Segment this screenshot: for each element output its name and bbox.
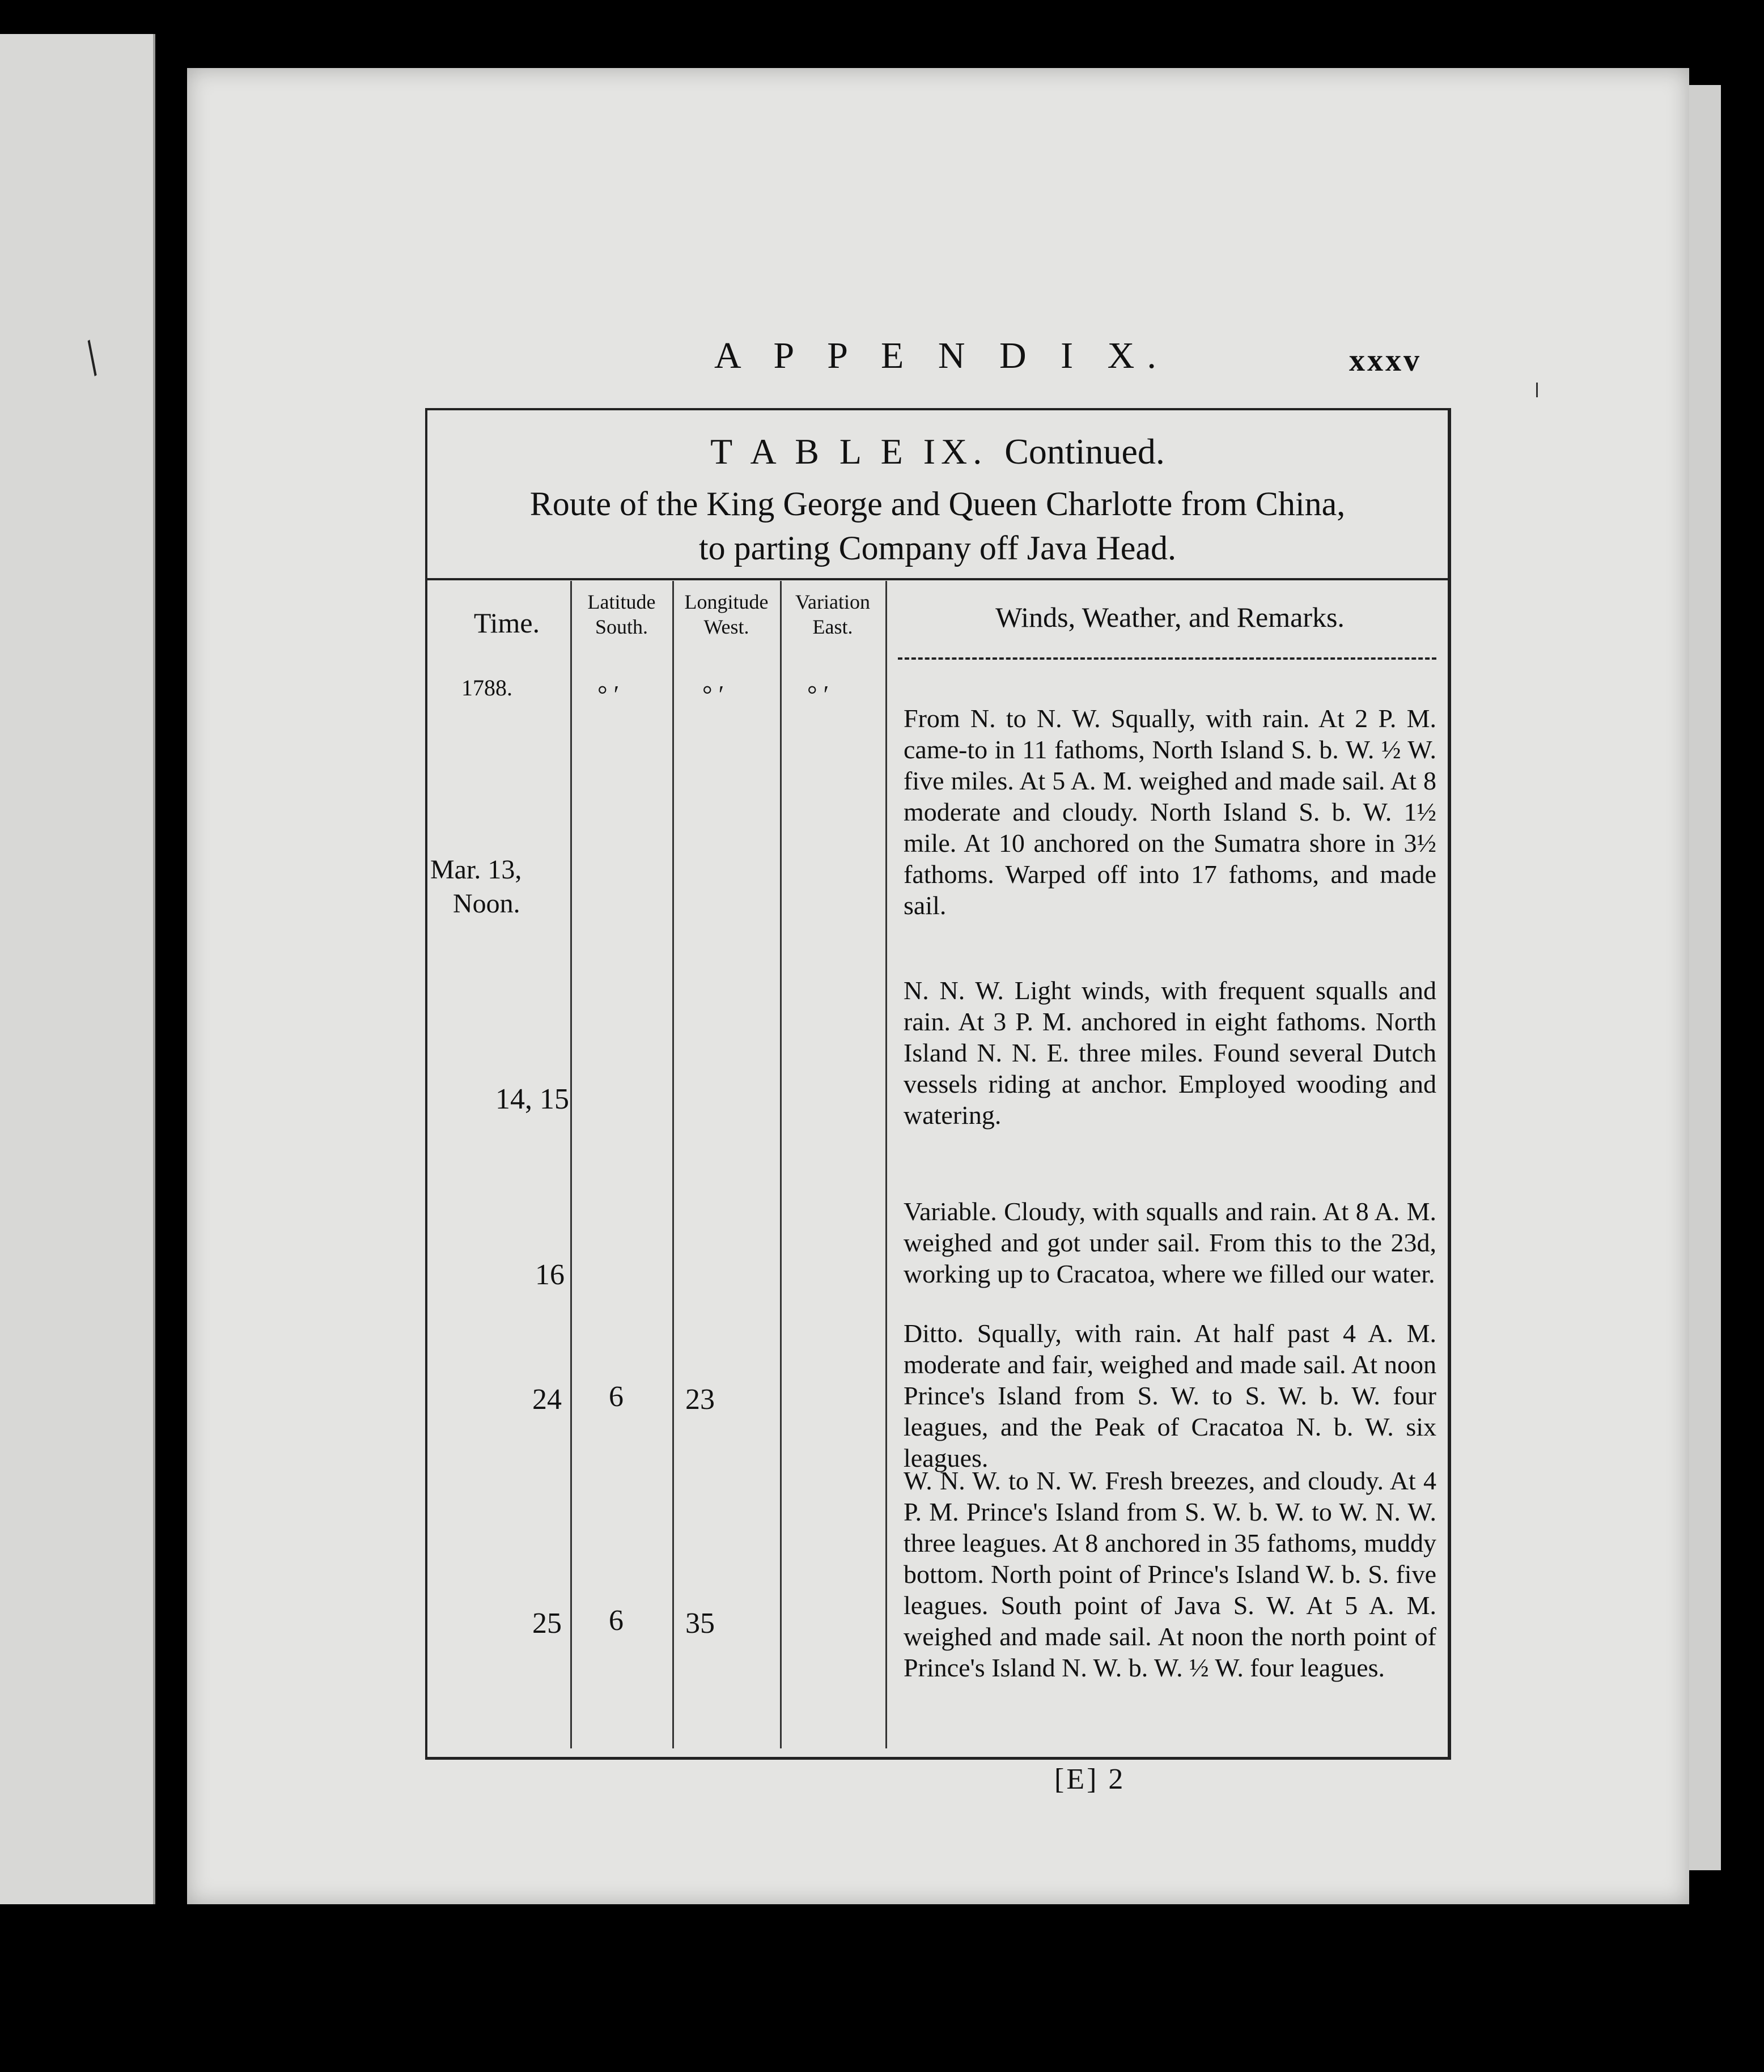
longitude-header-line-2: West. [703,615,749,638]
running-head-title: A P P E N D I X. [714,335,1169,376]
row-remarks: Variable. Cloudy, with squalls and rain. At 8 A. M. weighed and got under sail. From this to the 23d, working up to Cracatoa, where we filled our water. [904,1197,1436,1288]
row-longitude: 35 [685,1607,715,1640]
table-heading-continued: Continued. [1004,431,1165,472]
title-rule [427,578,1448,580]
row-brace [875,703,898,941]
row-time: 16 [535,1259,565,1291]
running-head [187,334,1689,397]
column-header-time: Time. [473,607,540,639]
row-remarks: N. N. W. Light winds, with frequent squalls and rain. At 3 P. M. anchored in eight fathoms. North Island N. N. E. three miles. Found several Dutch vessels riding at anchor. Employed wooding and watering. [904,976,1436,1130]
row-remarks: W. N. W. to N. W. Fresh breezes, and cloudy. At 4 P. M. Prince's Island from S. W. b. W. to W. N. W. three leagues. At 8 anchored in 35 fathoms, muddy bottom. North point of Prince's Island W. b. S. five leagues. South point of Java S. W. At 5 A. M. weighed and made sail. At noon the north point of Prince's Island N. W. b. W. ½ W. four leagues. [904,1466,1436,1682]
table-subtitle-line-2: to parting Company off Java Head. [698,529,1177,567]
left-page-edge [0,34,155,1904]
table-heading [427,431,1448,473]
latitude-header-line-2: South. [595,615,648,638]
column-divider [672,581,674,1748]
row-longitude: 23 [685,1383,715,1416]
ink-tick [1536,383,1538,397]
column-divider [570,581,572,1748]
table-subtitle-line-1: Route of the King George and Queen Charlotte from China, [529,485,1346,523]
latitude-header-line-1: Latitude [587,591,656,613]
row-time: 14, 15 [495,1083,569,1115]
row-time-line-1: Mar. 13, [430,855,522,885]
table-subtitle [427,482,1448,570]
row-time-line-2: Noon. [453,889,520,919]
row-time: 24 [532,1383,562,1416]
table-top-rule [427,408,1448,410]
row-remarks: From N. to N. W. Squally, with rain. At 2 P. M. came-to in 11 fathoms, North Island S. b. W. ½ W. five miles. At 5 A. M. weighed and made sail. At 8 moderate and cloudy. North Island S. b. W. 1½ mile. At 10 anchored on the Sumatra shore in 3½ fathoms. Warped off into 17 fathoms, and made sail. [904,704,1436,920]
remarks-header-rule [898,657,1436,660]
row-time [430,853,521,921]
row-remarks: Ditto. Squally, with rain. At half past 4 A. M. moderate and fair, weighed and made sail. At noon Prince's Island from S. W. to S. W. b. W. four leagues, and the Peak of Cracatoa N. b. W. six leagues. [904,1319,1436,1472]
column-header-variation [782,589,884,639]
log-table [425,408,1451,1760]
variation-header-line-1: Variation [795,591,870,613]
year-label: 1788. [461,675,512,700]
column-header-longitude [674,589,779,639]
longitude-header-line-1: Longitude [684,591,769,613]
signature-mark: [E] 2 [1054,1763,1126,1795]
row-latitude: 6 [609,1604,624,1637]
column-header-remarks: Winds, Weather, and Remarks. [995,601,1345,633]
column-header-latitude [572,589,671,639]
variation-degree-marks: ° ʹ [807,681,829,708]
table-heading-main: T A B L E IX. [710,431,988,472]
stray-ink-mark: / [71,330,113,386]
page-numeral: xxxv [1349,343,1422,378]
longitude-degree-marks: ° ʹ [702,681,724,708]
book-page [187,68,1689,1904]
latitude-degree-marks: ° ʹ [597,681,620,708]
column-divider [780,581,782,1748]
row-time: 25 [532,1607,562,1640]
variation-header-line-2: East. [812,615,853,638]
row-latitude: 6 [609,1381,624,1413]
